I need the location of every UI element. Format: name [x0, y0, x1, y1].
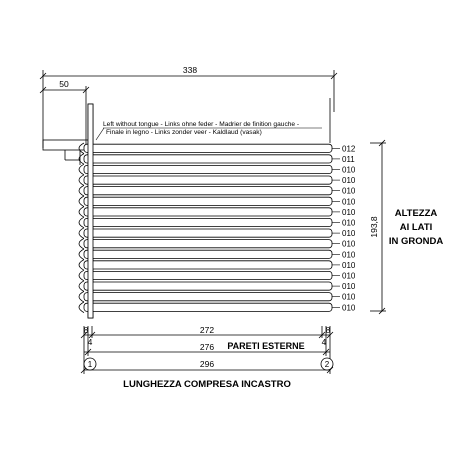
inner-right-offset-label: 8 [325, 325, 331, 335]
log-end-profile [79, 270, 84, 281]
log-end-profile [79, 302, 84, 313]
inner-length-label: 272 [199, 325, 215, 335]
log-body [84, 250, 332, 258]
height-dimension-label: 193,8 [369, 216, 379, 238]
log-body [84, 261, 332, 269]
log-code-label: 010 [342, 292, 356, 302]
note-leader [96, 128, 104, 140]
log-end-profile [79, 164, 84, 175]
log-end-profile [79, 260, 84, 271]
log-course [79, 270, 356, 281]
inner-left-offset-label: 8 [83, 325, 89, 335]
log-end-profile [79, 185, 84, 196]
log-body [84, 144, 332, 152]
axis-right-offset-label: 4 [321, 337, 327, 347]
log-code-label: 010 [342, 250, 356, 260]
log-course [79, 154, 355, 165]
log-course [79, 196, 356, 207]
log-course [79, 175, 356, 186]
log-course [79, 238, 356, 249]
axis-left-offset-label: 4 [87, 337, 93, 347]
log-course [79, 291, 356, 302]
log-end-profile [79, 196, 84, 207]
log-body [84, 229, 332, 237]
log-code-label: 010 [342, 271, 356, 281]
log-code-label: 010 [342, 229, 356, 239]
svg-text:1: 1 [87, 360, 93, 369]
axis-marker-1 [84, 358, 96, 370]
side-label-line-3: IN GRONDA [388, 236, 444, 247]
log-code-label: 010 [342, 176, 356, 186]
log-end-profile [79, 207, 84, 218]
log-course [79, 185, 356, 196]
overall-width-dimension [40, 70, 337, 148]
overhang-width-label: 50 [59, 79, 69, 89]
log-end-profile [79, 249, 84, 260]
log-end-profile [79, 291, 84, 302]
log-code-label: 010 [342, 186, 356, 196]
side-label-line-2: AI LATI [399, 222, 433, 233]
log-code-label: 010 [342, 218, 356, 228]
left-wall-post-overlay [88, 104, 93, 318]
log-body [84, 282, 332, 290]
log-code-label: 010 [342, 303, 356, 313]
log-body [84, 165, 332, 173]
log-body [84, 303, 332, 311]
log-course [79, 217, 356, 228]
axis-length-label: 276 [199, 342, 215, 352]
wall-label: PARETI ESTERNE [227, 341, 305, 351]
log-code-label: 010 [342, 282, 356, 292]
roof-eave-profile [43, 140, 88, 165]
log-code-label: 010 [342, 165, 356, 175]
side-label-line-1: ALTEZZA [394, 208, 438, 219]
log-course [79, 207, 356, 218]
log-code-label: 011 [342, 154, 355, 164]
log-code-label: 010 [342, 197, 356, 207]
svg-text:2: 2 [324, 360, 330, 369]
log-courses [79, 104, 356, 318]
log-body [84, 187, 332, 195]
log-code-label: 010 [342, 239, 356, 249]
log-body [84, 208, 332, 216]
log-body [84, 293, 332, 301]
total-length-label: 296 [199, 359, 215, 369]
overall-width-label: 338 [182, 65, 198, 75]
log-body [84, 240, 332, 248]
log-course [79, 143, 356, 154]
finish-note-line-2: Finale in legno - Links zonder veer - Kaldlaud (vasak) [106, 129, 262, 136]
log-end-profile [79, 281, 84, 292]
log-course [79, 302, 356, 313]
log-end-profile [79, 175, 84, 186]
log-code-label: 010 [342, 260, 356, 270]
log-body [84, 197, 332, 205]
bottom-label: LUNGHEZZA COMPRESA INCASTRO [123, 379, 291, 390]
log-body [84, 155, 332, 163]
log-course [79, 249, 356, 260]
overhang-dimension [40, 86, 89, 148]
finish-note-line-1: Left without tongue - Links ohne feder - Madrier de finition gauche - [103, 121, 300, 128]
log-code-label: 010 [342, 207, 356, 217]
log-body [84, 218, 332, 226]
log-course [79, 164, 356, 175]
axis-marker-2 [321, 358, 333, 370]
log-course [79, 281, 356, 292]
log-body [84, 176, 332, 184]
log-end-profile [79, 228, 84, 239]
log-end-profile [79, 217, 84, 228]
log-end-profile [79, 238, 84, 249]
log-course [79, 228, 356, 239]
log-body [84, 271, 332, 279]
log-code-label: 012 [342, 144, 356, 154]
log-course [79, 260, 356, 271]
